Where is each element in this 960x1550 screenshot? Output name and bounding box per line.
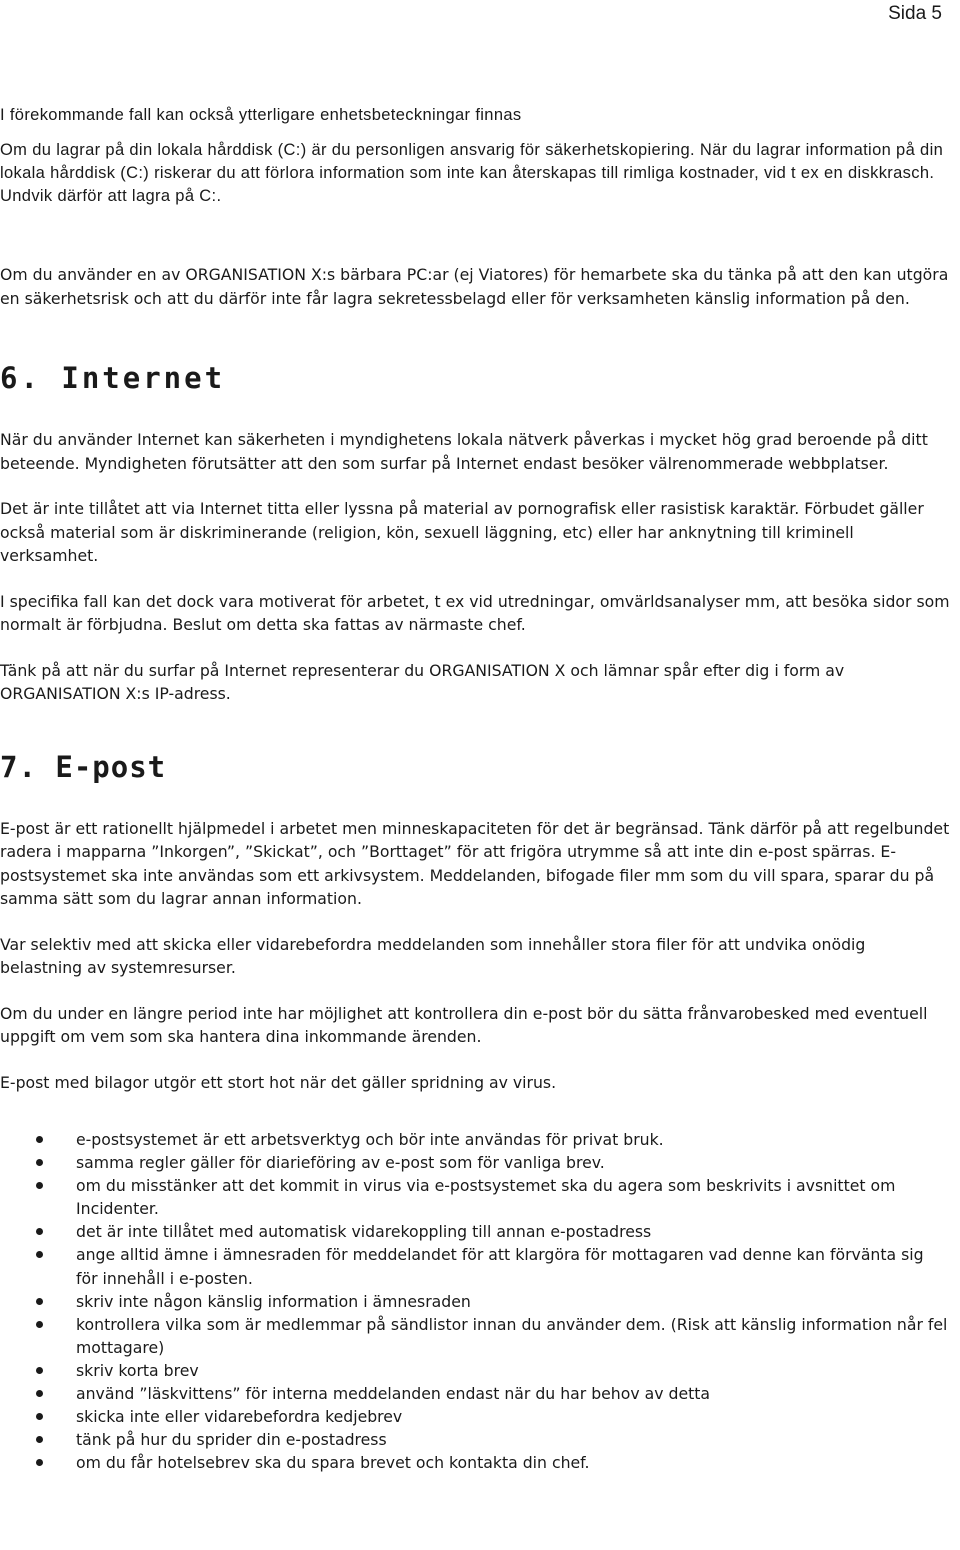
email-paragraph: Var selektiv med att skicka eller vidarebefordra meddelanden som innehåller stora filer för att undvika onödig belastning av systemresurser. bbox=[0, 934, 866, 977]
list-item-text: skriv inte någon känslig information i ämnesraden bbox=[76, 1291, 471, 1311]
list-item bbox=[0, 1151, 950, 1174]
laptop-paragraph: Om du använder en av ORGANISATION X:s bärbara PC:ar (ej Viatores) för hemarbete ska du tänka på att den kan utgöra en säkerhetsrisk och att du därför inte får lagra sekretessbelagd eller för verksamheten känslig information på den. bbox=[0, 265, 949, 308]
list-item bbox=[0, 1405, 950, 1428]
list-item bbox=[0, 1128, 950, 1151]
bullet-icon bbox=[36, 1159, 43, 1166]
bullet-icon bbox=[36, 1136, 43, 1143]
email-paragraph: E-post är ett rationellt hjälpmedel i arbetet men minneskapaciteten för det är begränsad. Tänk därför på att regelbundet radera i mapparna ”Inkorgen”, ”Skickat”, och ”Borttaget” för att frigöra utrymme så att inte din e-post spärras. E-postsystemet ska inte användas som ett arkivsystem. Meddelanden, bifogade filer mm som du vill spara, sparar du på samma sätt som du lagrar annan information. bbox=[0, 818, 950, 908]
list-item bbox=[0, 1428, 950, 1451]
local-disk-paragraph: Om du lagrar på din lokala hårddisk (C:) är du personligen ansvarig för säkerhetskopiering. När du lagrar information på din lokala hårddisk (C:) riskerar du att förlora information som inte kan återskapas till rimliga kostnader, vid t ex en diskkrasch. Undvik därför att lagra på C:. bbox=[0, 141, 944, 205]
list-item bbox=[0, 1451, 950, 1474]
list-item-text: tänk på hur du sprider din e-postadress bbox=[76, 1430, 387, 1450]
internet-paragraph: När du använder Internet kan säkerheten i myndighetens lokala nätverk påverkas i mycket hög grad beroende på ditt beteende. Myndigheten förutsätter att den som surfar på Internet endast besöker välrenommerade webbplatser. bbox=[0, 430, 928, 473]
list-item bbox=[0, 1313, 950, 1359]
bullet-icon bbox=[36, 1182, 43, 1189]
list-item-text: skriv korta brev bbox=[76, 1360, 199, 1380]
list-item-text: e-postsystemet är ett arbetsverktyg och bör inte användas för privat bruk. bbox=[76, 1130, 664, 1149]
list-item-text: om du får hotelsebrev ska du spara brevet och kontakta din chef. bbox=[76, 1453, 590, 1473]
bullet-icon bbox=[36, 1390, 43, 1397]
list-item-text: det är inte tillåtet med automatisk vidarekoppling till annan e-postadress bbox=[76, 1222, 652, 1242]
internet-paragraph: I specifika fall kan det dock vara motiverat för arbetet, t ex vid utredningar, omvärldsanalyser mm, att besöka sidor som normalt är förbjudna. Beslut om detta ska fattas av närmaste chef. bbox=[0, 591, 950, 634]
list-item-text: skicka inte eller vidarebefordra kedjebrev bbox=[76, 1407, 403, 1427]
list-item-text: använd ”läskvittens” för interna meddelanden endast när du har behov av detta bbox=[76, 1384, 711, 1404]
list-item-text: om du misstänker att det kommit in virus via e-postsystemet ska du agera som beskrivits i avsnittet om Incidenter. bbox=[76, 1176, 896, 1219]
list-item-text: samma regler gäller för diarieföring av e-post som för vanliga brev. bbox=[76, 1153, 605, 1173]
internet-paragraph: Tänk på att när du surfar på Internet representerar du ORGANISATION X och lämnar spår efter dig i form av ORGANISATION X:s IP-adress. bbox=[0, 660, 845, 703]
internet-paragraph: Det är inte tillåtet att via Internet titta eller lyssna på material av pornografisk eller rasistisk karaktär. Förbudet gäller också material som är diskriminerande (religion, kön, sexuell läggning, etc) eller har anknytning till kriminell verksamhet. bbox=[0, 499, 924, 565]
list-item-text: ange alltid ämne i ämnesraden för meddelandet för att klargöra för mottagaren vad denne kan förvänta sig för innehåll i e-posten. bbox=[76, 1245, 924, 1288]
list-item bbox=[0, 1290, 950, 1313]
bullet-icon bbox=[36, 1251, 43, 1258]
bullet-icon bbox=[36, 1413, 43, 1420]
list-item bbox=[0, 1243, 950, 1289]
list-item-text: kontrollera vilka som är medlemmar på sändlistor innan du använder dem. (Risk att känslig information når fel mottagare) bbox=[76, 1314, 948, 1357]
email-heading: 7. E-post bbox=[0, 749, 167, 784]
list-item bbox=[0, 1174, 950, 1220]
email-paragraph: E-post med bilagor utgör ett stort hot när det gäller spridning av virus. bbox=[0, 1072, 557, 1092]
email-paragraph: Om du under en längre period inte har möjlighet att kontrollera din e-post bör du sätta frånvarobesked med eventuell uppgift om vem som ska hantera dina inkommande ärenden. bbox=[0, 1003, 928, 1046]
list-item bbox=[0, 1382, 950, 1405]
bullet-icon bbox=[36, 1459, 43, 1466]
internet-heading: 6. Internet bbox=[0, 361, 226, 395]
intro-line: I förekommande fall kan också ytterligare enhetsbeteckningar finnas bbox=[0, 106, 522, 124]
email-rules-list bbox=[0, 1128, 950, 1474]
bullet-icon bbox=[36, 1321, 43, 1328]
bullet-icon bbox=[36, 1228, 43, 1235]
list-item bbox=[0, 1220, 950, 1243]
bullet-icon bbox=[36, 1367, 43, 1374]
bullet-icon bbox=[36, 1298, 43, 1305]
list-item bbox=[0, 1359, 950, 1382]
page-number: Sida 5 bbox=[888, 3, 942, 24]
bullet-icon bbox=[36, 1436, 43, 1443]
document-body bbox=[0, 104, 950, 1474]
